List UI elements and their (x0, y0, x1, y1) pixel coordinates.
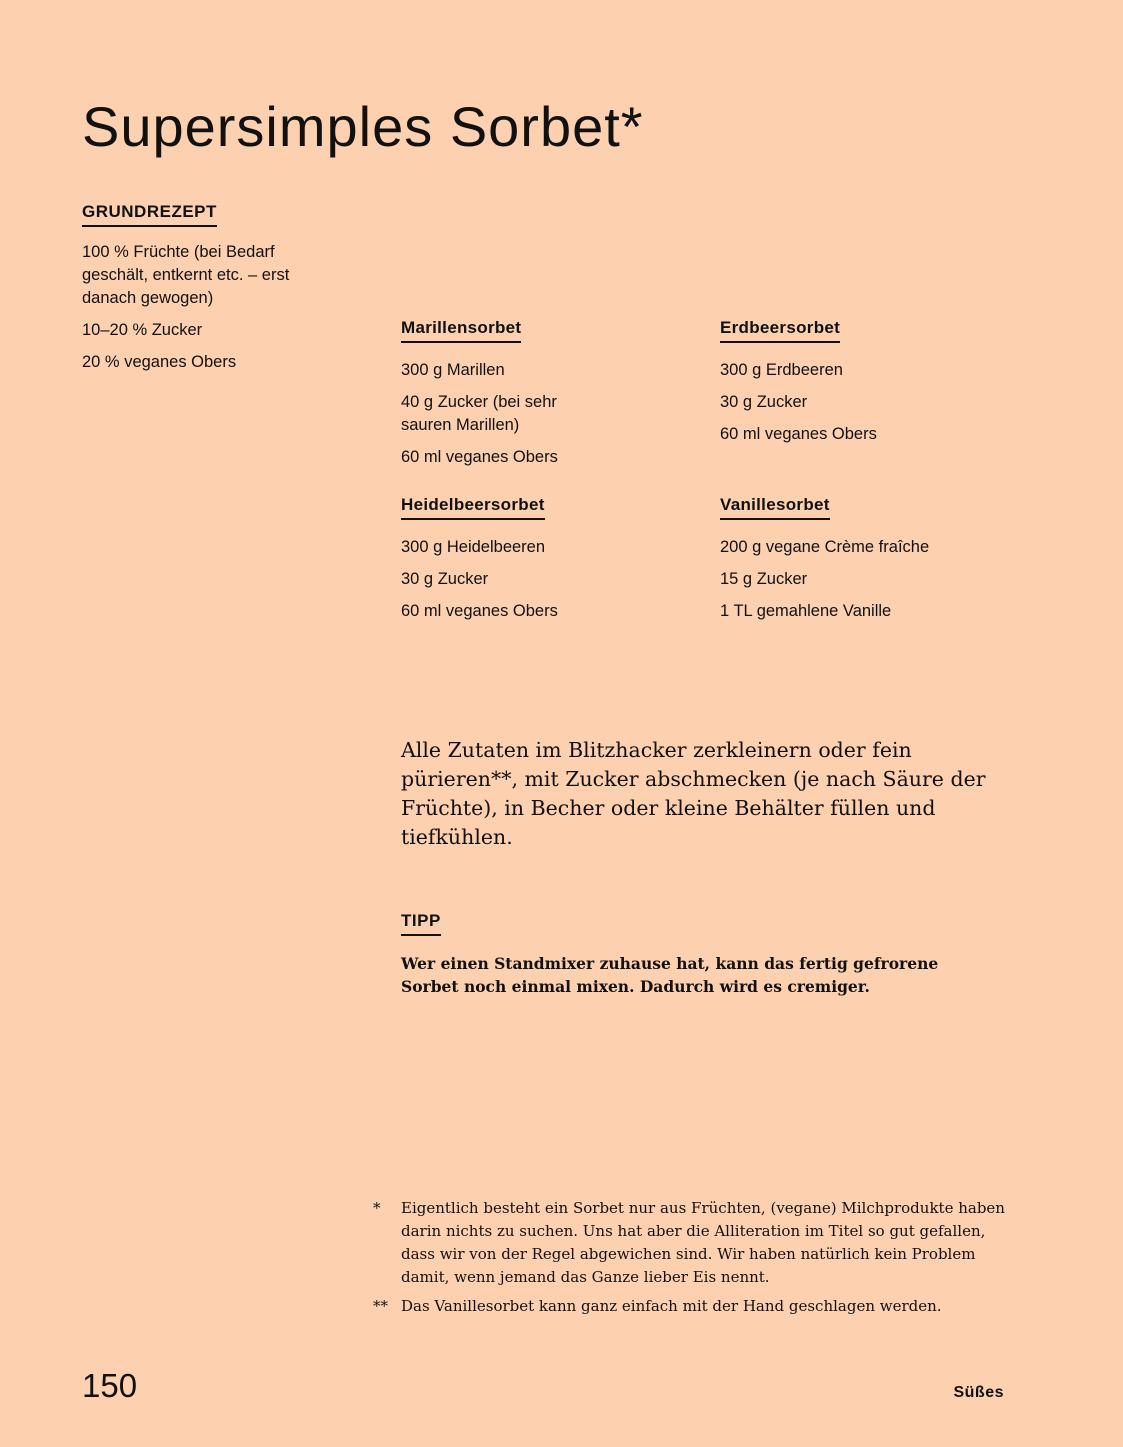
ingredient-item: 15 g Zucker (720, 570, 808, 588)
grundrezept-item: 100 % Früchte (bei Bedarf geschält, entkernt etc. – erst danach gewogen) (82, 243, 290, 307)
ingredient-item: 40 g Zucker (bei sehr sauren Marillen) (401, 393, 557, 434)
ingredient-list (401, 536, 701, 623)
recipe-vanillesorbet (720, 494, 1020, 632)
ingredient-item: 1 TL gemahlene Vanille (720, 602, 892, 620)
ingredient-item: 60 ml veganes Obers (720, 425, 877, 443)
recipe-heading: Erdbeersorbet (720, 317, 840, 343)
ingredient-list (720, 359, 1020, 446)
tip-text: Wer einen Standmixer zuhause hat, kann das fertig gefrorene Sorbet noch einmal mixen. Dadurch wird es cremiger. (401, 954, 939, 996)
instructions-text: Alle Zutaten im Blitzhacker zerkleinern oder fein pürieren**, mit Zucker abschmecken (je nach Säure der Früchte), in Becher oder kleine Behälter füllen und tiefkühlen. (401, 738, 986, 849)
recipe-heading: Marillensorbet (401, 317, 521, 343)
grundrezept-item: 20 % veganes Obers (82, 353, 237, 371)
ingredient-item: 60 ml veganes Obers (401, 602, 558, 620)
ingredient-item: 30 g Zucker (720, 393, 808, 411)
footnote-mark: ** (373, 1297, 388, 1315)
recipe-heading: Heidelbeersorbet (401, 494, 545, 520)
recipe-heidelbeersorbet (401, 494, 701, 632)
page-number: 150 (82, 1367, 138, 1404)
ingredient-item: 200 g vegane Crème fraîche (720, 538, 930, 556)
recipe-erdbeersorbet (720, 317, 1020, 455)
ingredient-item: 30 g Zucker (401, 570, 489, 588)
footnote (373, 1295, 1013, 1318)
ingredient-list (720, 536, 1020, 623)
grundrezept-section (82, 201, 322, 383)
grundrezept-list (82, 241, 322, 374)
grundrezept-item: 10–20 % Zucker (82, 321, 203, 339)
recipe-marillensorbet (401, 317, 701, 478)
footnotes (373, 1197, 1013, 1324)
recipe-heading: Vanillesorbet (720, 494, 830, 520)
footnote-mark: * (373, 1199, 381, 1217)
ingredient-item: 60 ml veganes Obers (401, 448, 558, 466)
footnote-text: Das Vanillesorbet kann ganz einfach mit der Hand geschlagen werden. (401, 1297, 942, 1315)
tip-heading: TIPP (401, 910, 441, 936)
ingredient-item: 300 g Heidelbeeren (401, 538, 546, 556)
ingredient-item: 300 g Marillen (401, 361, 505, 379)
tip-section (401, 910, 1001, 998)
grundrezept-heading: GRUNDREZEPT (82, 201, 217, 227)
ingredient-list (401, 359, 701, 469)
ingredient-item: 300 g Erdbeeren (720, 361, 843, 379)
footnote-text: Eigentlich besteht ein Sorbet nur aus Früchten, (vegane) Milchprodukte haben darin nichts zu suchen. Uns hat aber die Alliteration im Titel so gut gefallen, dass wir von der Regel abgewichen sind. Wir haben natürlich kein Problem damit, wenn jemand das Ganze lieber Eis nennt. (401, 1199, 1005, 1286)
page-title: Supersimples Sorbet* (82, 95, 644, 158)
section-name: Süßes (953, 1384, 1004, 1401)
footnote (373, 1197, 1013, 1289)
